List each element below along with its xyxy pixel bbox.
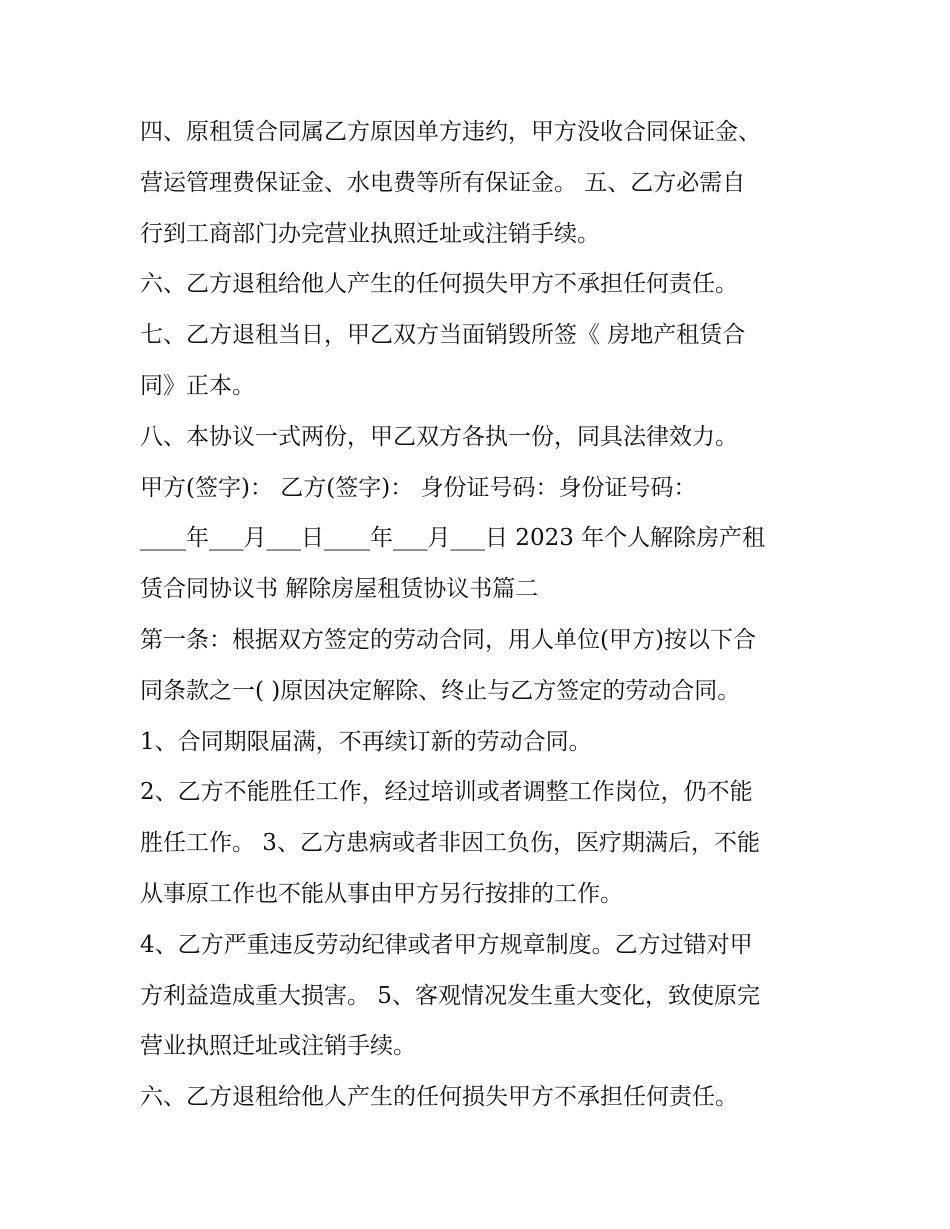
text-line: 八、本协议一式两份，甲乙双方各执一份，同具法律效力。 [140,423,738,450]
text-line: 1、合同期限届满，不再续订新的劳动合同。 [140,728,592,755]
text-line: 方利益造成重大损害。 5、客观情况发生重大变化，致使原完 [140,982,760,1009]
text-line: 胜任工作。 3、乙方患病或者非因工负伤，医疗期满后，不能 [140,830,760,857]
signature-line: 甲方(签字)： 乙方(签字)： 身份证号码：身份证号码： [140,474,697,501]
text-line: 同》正本。 [140,372,255,399]
text-line: 六、乙方退租给他人产生的任何损失甲方不承担任何责任。 [140,271,738,298]
date-line: ____年___月___日____年___月___日 2023 年个人解除房产租 [140,525,766,552]
text-line: 2、乙方不能胜任工作，经过培训或者调整工作岗位，仍不能 [140,779,753,806]
text-line: 四、原租赁合同属乙方原因单方违约，甲方没收合同保证金、 [140,119,761,145]
text-line: 七、乙方退租当日，甲乙双方当面销毁所签《 房地产租赁合 [140,322,746,349]
document-body [140,107,820,1123]
text-line: 六、乙方退租给他人产生的任何损失甲方不承担任何责任。 [140,1084,738,1111]
text-line: 赁合同协议书 解除房屋租赁协议书篇二 [140,576,539,603]
text-line: 第一条：根据双方签定的劳动合同，用人单位(甲方)按以下合 [140,626,756,653]
text-line: 营业执照迁址或注销手续。 [140,1033,416,1060]
text-line: 从事原工作也不能从事由甲方另行按排的工作。 [140,880,623,907]
text-line: 同条款之一( )原因决定解除、终止与乙方签定的劳动合同。 [140,677,741,704]
text-line: 4、乙方严重违反劳动纪律或者甲方规章制度。乙方过错对甲 [140,931,753,958]
text-line: 营运管理费保证金、水电费等所有保证金。 五、乙方必需自 [140,169,746,196]
text-line: 行到工商部门办完营业执照迁址或注销手续。 [140,220,600,247]
